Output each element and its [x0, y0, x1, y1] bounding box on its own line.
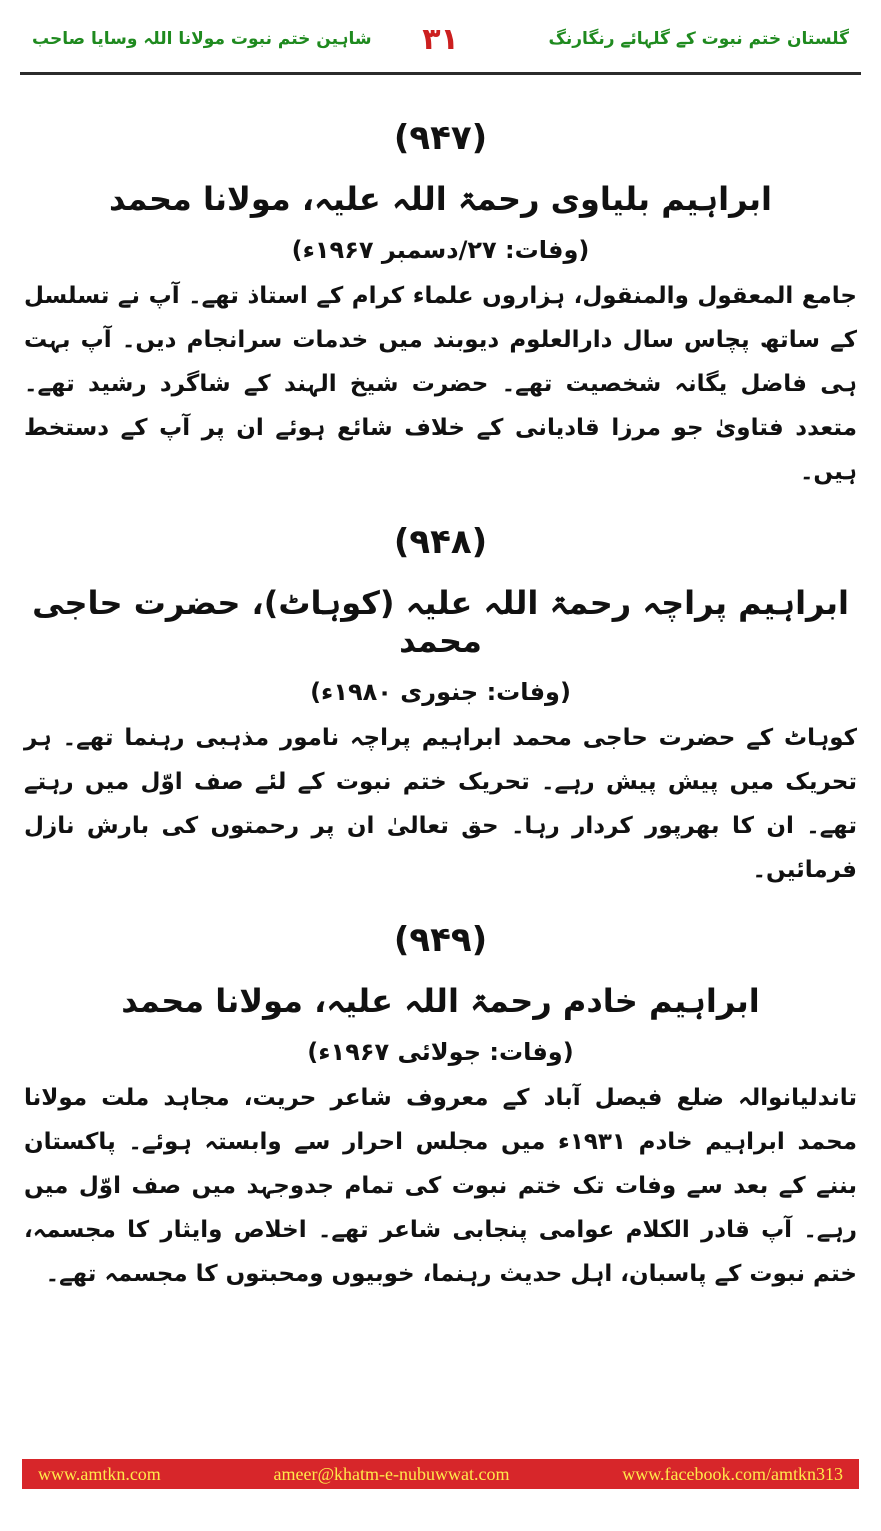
- entry-title: ابراہیم بلیاوی رحمۃ اللہ علیہ، مولانا محمد: [109, 180, 772, 218]
- entry-number: (۹۴۹): [393, 920, 488, 960]
- entry-death-date: (وفات: جولائی ۱۹۶۷ء): [307, 1038, 574, 1066]
- entry-death-date: (وفات: ۲۷/دسمبر ۱۹۶۷ء): [291, 236, 590, 264]
- entry-title: ابراہیم خادم رحمۃ اللہ علیہ، مولانا محمد: [121, 982, 760, 1020]
- author-title: شاہین ختم نبوت مولانا اللہ وسایا صاحب: [32, 29, 372, 49]
- entry-body: جامع المعقول والمنقول، ہزاروں علماء کرام کے استاذ تھے۔ آپ نے تسلسل کے ساتھ پچاس سال دارالعلوم دیوبند میں خدمات سرانجام دیں۔ آپ بہت ہی فاضل یگانہ شخصیت تھے۔ حضرت شیخ الہند کے شاگرد رشید تھے۔ متعدد فتاویٰ جو مرزا قادیانی کے خلاف شائع ہوئے ان پر آپ کے دستخط ہیں۔: [24, 283, 857, 485]
- entry: [24, 920, 857, 1296]
- entry: [24, 522, 857, 892]
- entry-number: (۹۴۷): [393, 118, 488, 158]
- entry-title: ابراہیم پراچہ رحمۃ اللہ علیہ (کوہاٹ)، حضرت حاجی محمد: [32, 584, 849, 660]
- entry-death-date: (وفات: جنوری ۱۹۸۰ء): [310, 678, 571, 706]
- facebook-link[interactable]: www.facebook.com/amtkn313: [622, 1463, 843, 1484]
- entry-number: (۹۴۸): [393, 522, 488, 562]
- entry-body: تاندلیانوالہ ضلع فیصل آباد کے معروف شاعر حریت، مجاہد ملت مولانا محمد ابراہیم خادم ۱۹۳۱ء میں مجلس احرار سے وابستہ ہوئے۔ پاکستان بننے کے بعد سے وفات تک ختم نبوت کی تمام جدوجہد میں صف اوّل میں رہے۔ آپ قادر الکلام عوامی پنجابی شاعر تھے۔ اخلاص وایثار کا مجسمہ، ختم نبوت کے پاسبان، اہل حدیث رہنما، خوبیوں ومحبتوں کا مجسمہ تھے۔: [24, 1085, 858, 1287]
- page-header: [20, 18, 861, 66]
- entry: [24, 118, 857, 494]
- page-content: [24, 118, 857, 1324]
- email-link[interactable]: ameer@khatm-e-nubuwwat.com: [273, 1463, 510, 1484]
- website-link[interactable]: www.amtkn.com: [38, 1463, 161, 1484]
- page-footer: [22, 1459, 859, 1489]
- page-number: ۳۱: [422, 22, 459, 57]
- book-title: گلستان ختم نبوت کے گلہائے رنگارنگ: [548, 29, 849, 49]
- header-divider: [20, 72, 861, 75]
- entry-body: کوہاٹ کے حضرت حاجی محمد ابراہیم پراچہ نامور مذہبی رہنما تھے۔ ہر تحریک میں پیش پیش رہے۔ تحریک ختم نبوت کے لئے صف اوّل میں رہتے تھے۔ ان کا بھرپور کردار رہا۔ حق تعالیٰ ان پر رحمتوں کی بارش نازل فرمائیں۔: [24, 725, 857, 883]
